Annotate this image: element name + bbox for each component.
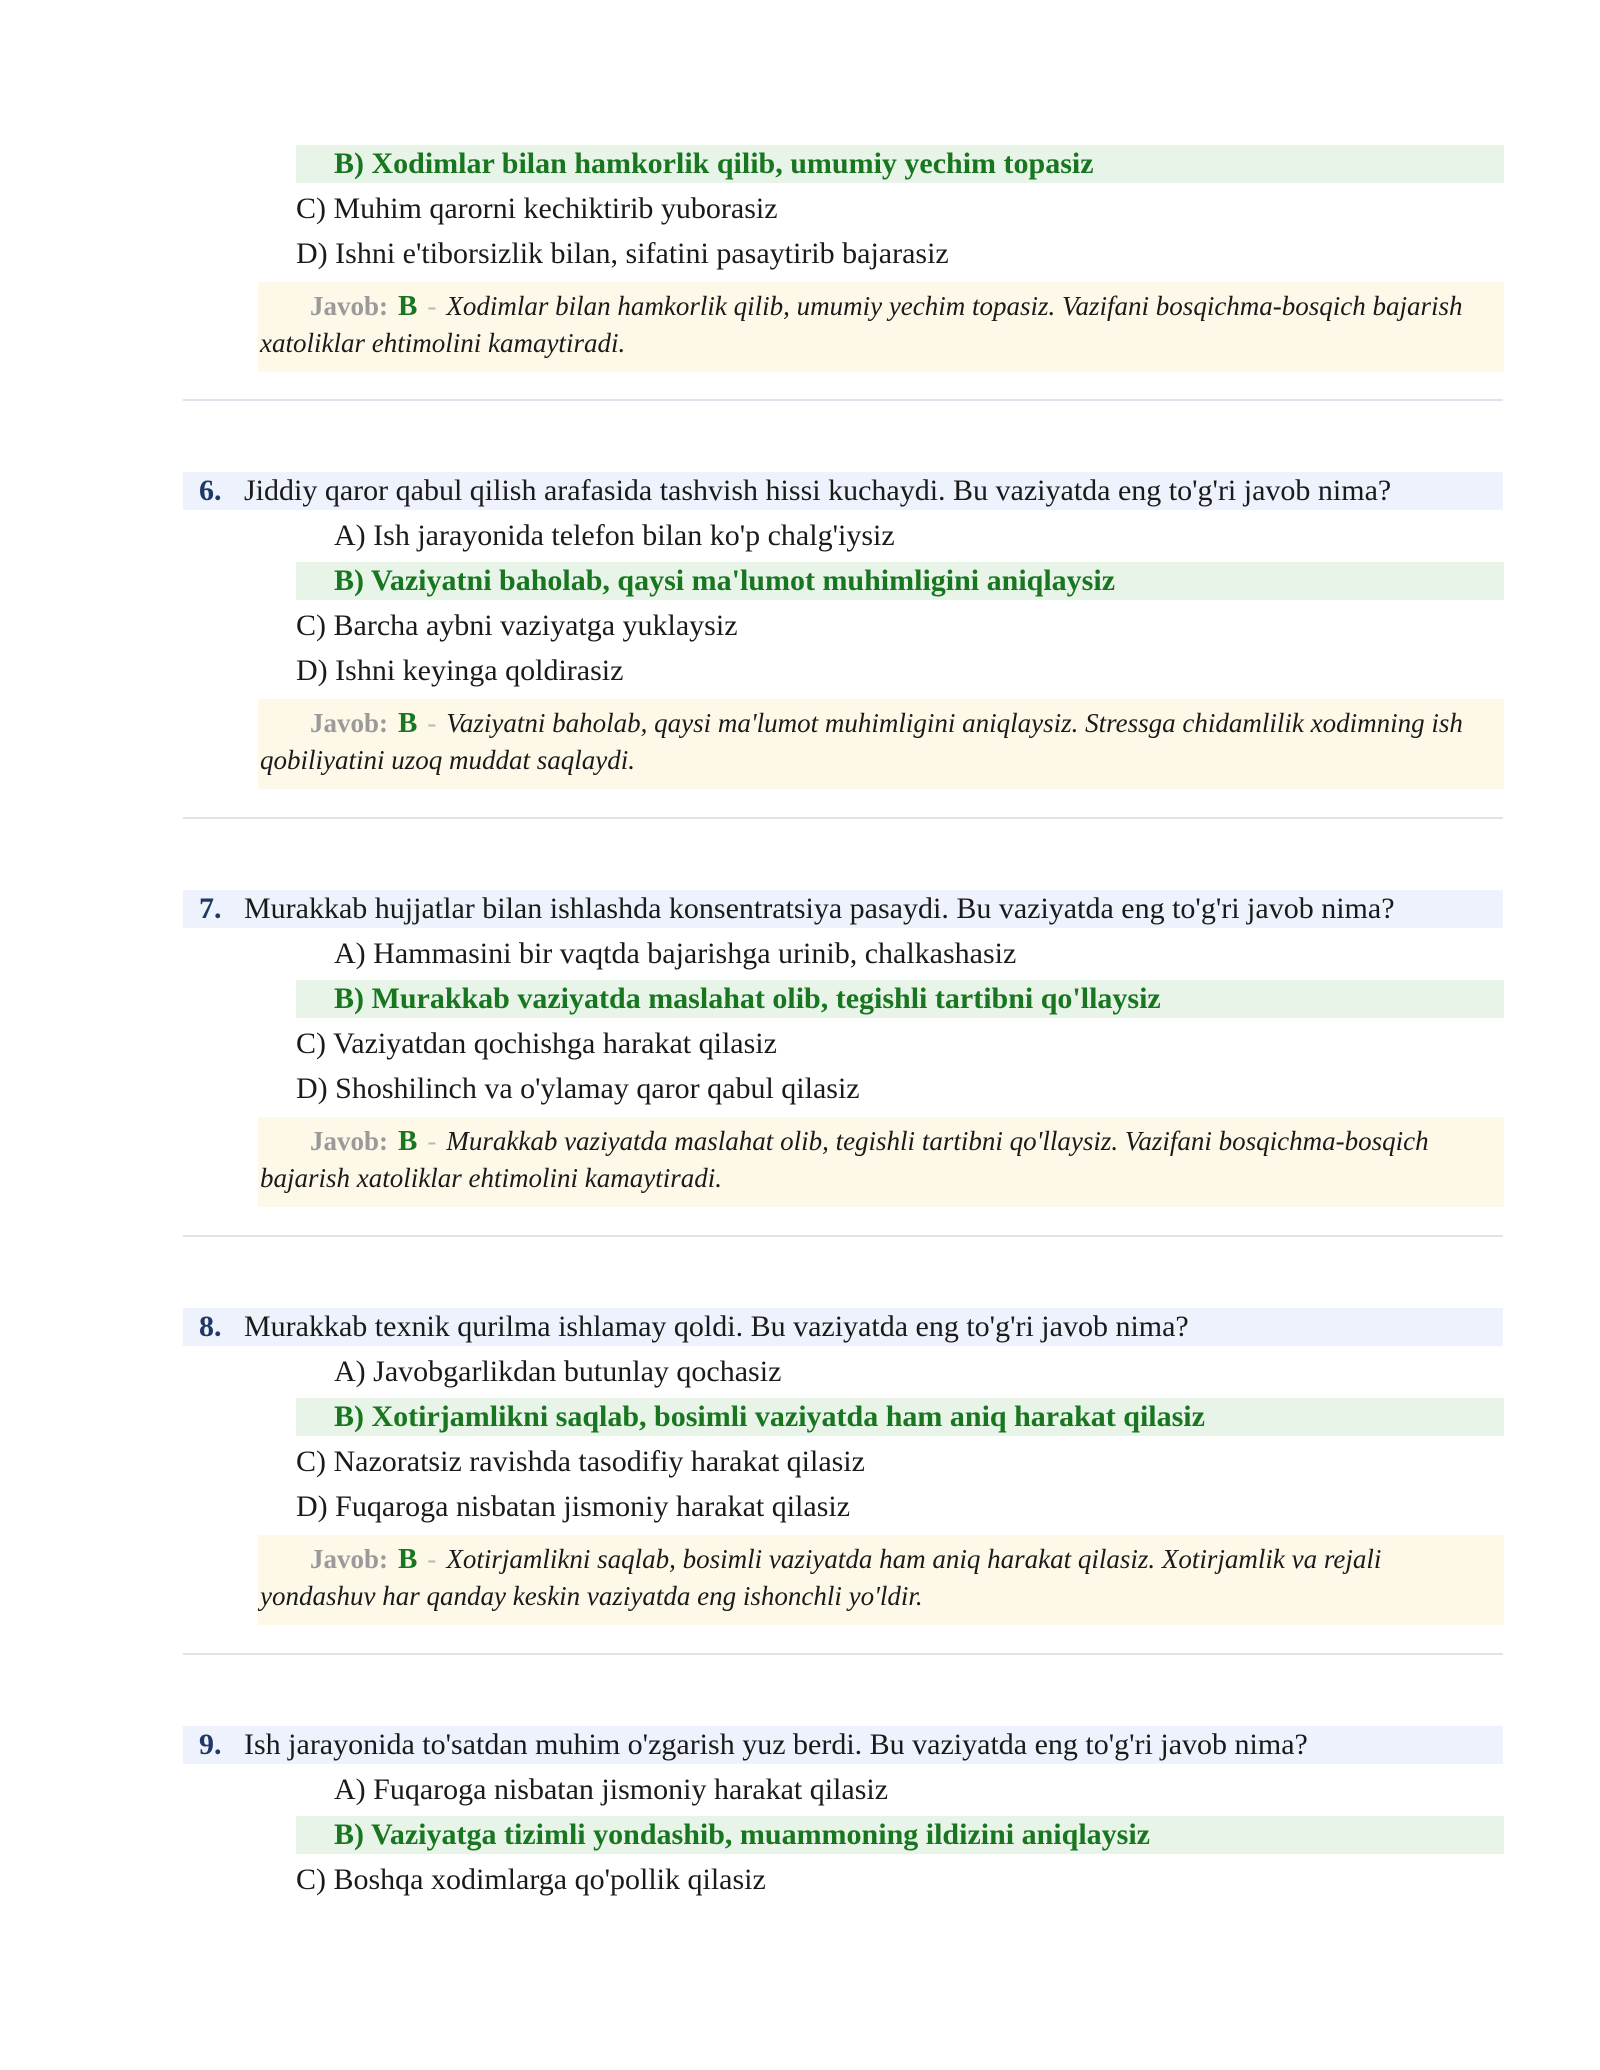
question-number: 8.: [199, 1310, 222, 1343]
option-c: C) Vaziyatdan qochishga harakat qilasiz: [296, 1027, 777, 1060]
option-a: A) Javobgarlikdan butunlay qochasiz: [334, 1355, 782, 1388]
answer-letter: B: [398, 707, 418, 739]
answer-box: [258, 1535, 1504, 1625]
answer-label: Javob:: [310, 708, 389, 738]
question-number: 6.: [199, 474, 222, 507]
option-c: C) Nazoratsiz ravishda tasodifiy harakat qilasiz: [296, 1445, 865, 1478]
option-b-correct: B) Vaziyatga tizimli yondashib, muammoning ildizini aniqlaysiz: [296, 1816, 1504, 1854]
option-a: A) Fuqaroga nisbatan jismoniy harakat qilasiz: [334, 1773, 889, 1806]
question-number: 7.: [199, 892, 222, 925]
question-text: Murakkab texnik qurilma ishlamay qoldi. Bu vaziyatda eng to'g'ri javob nima?: [244, 1310, 1189, 1343]
question-number: 9.: [199, 1728, 222, 1761]
option-d: D) Ishni e'tiborsizlik bilan, sifatini pasaytirib bajarasiz: [296, 237, 949, 270]
option-b-correct: B) Xodimlar bilan hamkorlik qilib, umumiy yechim topasiz: [296, 145, 1504, 183]
answer-dash: -: [427, 708, 437, 738]
answer-dash: -: [427, 1126, 437, 1156]
section-divider: [183, 817, 1503, 819]
question-header: [183, 1308, 1503, 1346]
option-d: D) Ishni keyinga qoldirasiz: [296, 654, 624, 687]
question-text: Ish jarayonida to'satdan muhim o'zgarish yuz berdi. Bu vaziyatda eng to'g'ri javob nima?: [244, 1728, 1308, 1761]
question-header: [183, 1726, 1503, 1764]
question-text: Murakkab hujjatlar bilan ishlashda konsentratsiya pasaydi. Bu vaziyatda eng to'g'ri javob nima?: [244, 892, 1395, 925]
option-a: A) Ish jarayonida telefon bilan ko'p chalg'iysiz: [334, 519, 895, 552]
question-header: [183, 890, 1503, 928]
option-a: A) Hammasini bir vaqtda bajarishga urinib, chalkashasiz: [334, 937, 1017, 970]
answer-explanation: Xotirjamlikni saqlab, bosimli vaziyatda ham aniq harakat qilasiz. Xotirjamlik va rejali yondashuv har qanday keskin vaziyatda eng ishonchli yo'ldir.: [260, 1544, 1382, 1611]
answer-dash: -: [427, 1544, 437, 1574]
answer-box: [258, 699, 1504, 789]
option-c: C) Barcha aybni vaziyatga yuklaysiz: [296, 609, 738, 642]
answer-letter: B: [398, 290, 418, 322]
section-divider: [183, 1235, 1503, 1237]
option-b-correct: B) Xotirjamlikni saqlab, bosimli vaziyatda ham aniq harakat qilasiz: [296, 1398, 1504, 1436]
answer-label: Javob:: [310, 1544, 389, 1574]
option-d: D) Shoshilinch va o'ylamay qaror qabul qilasiz: [296, 1072, 860, 1105]
answer-box: [258, 282, 1504, 372]
answer-dash: -: [427, 291, 437, 321]
answer-letter: B: [398, 1125, 418, 1157]
question-text: Jiddiy qaror qabul qilish arafasida tashvish hissi kuchaydi. Bu vaziyatda eng to'g'ri javob nima?: [244, 474, 1392, 507]
answer-explanation: Murakkab vaziyatda maslahat olib, tegishli tartibni qo'llaysiz. Vazifani bosqichma-bosqich bajarish xatoliklar ehtimolini kamaytiradi.: [260, 1126, 1429, 1193]
section-divider: [183, 1653, 1503, 1655]
answer-explanation: Vaziyatni baholab, qaysi ma'lumot muhimligini aniqlaysiz. Stressga chidamlilik xodimning ish qobiliyatini uzoq muddat saqlaydi.: [260, 708, 1463, 775]
answer-box: [258, 1117, 1504, 1207]
answer-explanation: Xodimlar bilan hamkorlik qilib, umumiy yechim topasiz. Vazifani bosqichma-bosqich bajarish xatoliklar ehtimolini kamaytiradi.: [260, 291, 1463, 358]
option-b-correct: B) Vaziyatni baholab, qaysi ma'lumot muhimligini aniqlaysiz: [296, 562, 1504, 600]
answer-label: Javob:: [310, 1126, 389, 1156]
answer-letter: B: [398, 1543, 418, 1575]
option-c: C) Boshqa xodimlarga qo'pollik qilasiz: [296, 1863, 766, 1896]
option-c: C) Muhim qarorni kechiktirib yuborasiz: [296, 192, 778, 225]
answer-label: Javob:: [310, 291, 389, 321]
option-b-correct: B) Murakkab vaziyatda maslahat olib, tegishli tartibni qo'llaysiz: [296, 980, 1504, 1018]
question-header: [183, 472, 1503, 510]
section-divider: [183, 399, 1503, 401]
option-d: D) Fuqaroga nisbatan jismoniy harakat qilasiz: [296, 1490, 851, 1523]
